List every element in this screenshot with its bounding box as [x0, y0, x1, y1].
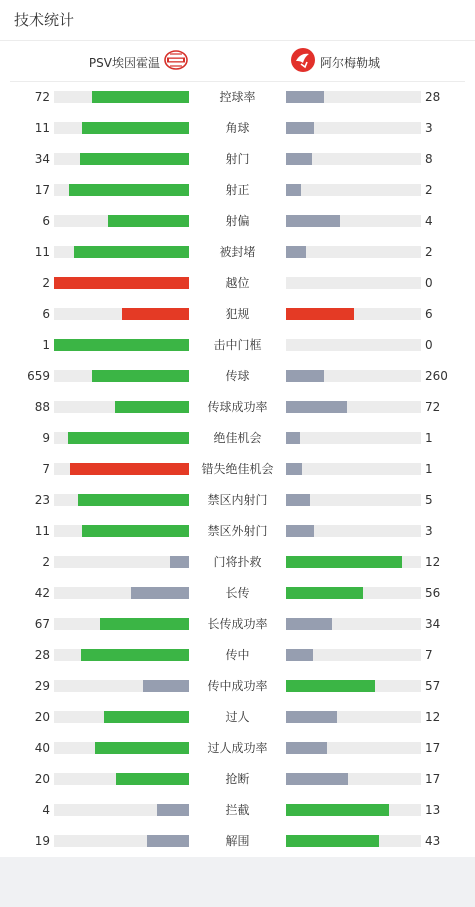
- home-value: 2: [42, 555, 50, 569]
- away-bar-fill: [286, 742, 327, 754]
- stat-label: 射门: [225, 152, 250, 166]
- away-value: 43: [425, 834, 441, 848]
- stat-row: [0, 144, 475, 175]
- away-value: 12: [425, 710, 441, 724]
- psv-logo-icon: [164, 50, 188, 74]
- away-bar-track: [286, 277, 421, 289]
- away-bar-track: [286, 618, 421, 630]
- stat-label: 解围: [225, 834, 250, 848]
- home-bar-fill: [131, 587, 189, 599]
- home-bar-track: [54, 370, 189, 382]
- stat-row: [0, 206, 475, 237]
- away-bar-fill: [286, 618, 332, 630]
- home-bar-fill: [82, 525, 189, 537]
- home-value: 20: [34, 710, 50, 724]
- home-bar-fill: [100, 618, 189, 630]
- away-bar-track: [286, 91, 421, 103]
- away-value: 17: [425, 741, 441, 755]
- home-value: 7: [42, 462, 50, 476]
- home-bar-track: [54, 432, 189, 444]
- home-bar-fill: [54, 277, 189, 289]
- home-bar-track: [54, 680, 189, 692]
- home-value: 659: [27, 369, 50, 383]
- stat-label: 拦截: [225, 803, 250, 817]
- home-bar-track: [54, 835, 189, 847]
- home-team-name: PSV埃因霍温: [88, 55, 160, 70]
- stat-row: [0, 516, 475, 547]
- home-value: 6: [42, 214, 50, 228]
- away-bar-track: [286, 773, 421, 785]
- stat-label: 击中门框: [213, 338, 262, 352]
- home-value: 11: [34, 245, 50, 259]
- stat-row: [0, 454, 475, 485]
- home-value: 4: [42, 803, 50, 817]
- home-bar-track: [54, 773, 189, 785]
- home-bar-track: [54, 525, 189, 537]
- away-bar-fill: [286, 556, 402, 568]
- away-bar-track: [286, 246, 421, 258]
- stat-label: 传球成功率: [207, 400, 268, 414]
- home-bar-fill: [69, 184, 189, 196]
- away-value: 4: [425, 214, 433, 228]
- home-bar-fill: [54, 339, 189, 351]
- away-bar-track: [286, 525, 421, 537]
- home-bar-fill: [95, 742, 190, 754]
- stat-label: 过人成功率: [207, 741, 268, 755]
- home-bar-fill: [74, 246, 189, 258]
- away-value: 0: [425, 338, 433, 352]
- home-bar-fill: [82, 122, 189, 134]
- home-value: 17: [34, 183, 50, 197]
- stat-row: [0, 299, 475, 330]
- stat-label: 长传: [225, 586, 250, 600]
- stat-label: 犯规: [225, 307, 250, 321]
- home-bar-track: [54, 804, 189, 816]
- home-value: 6: [42, 307, 50, 321]
- away-bar-track: [286, 215, 421, 227]
- home-bar-fill: [80, 153, 189, 165]
- stat-label: 角球: [225, 121, 250, 135]
- home-bar-fill: [70, 463, 189, 475]
- home-bar-fill: [92, 370, 189, 382]
- stat-label: 传中: [225, 648, 250, 662]
- stat-row: [0, 764, 475, 795]
- home-bar-track: [54, 184, 189, 196]
- away-value: 8: [425, 152, 433, 166]
- away-bar-fill: [286, 370, 324, 382]
- home-bar-fill: [170, 556, 189, 568]
- away-value: 1: [425, 462, 433, 476]
- stat-row: [0, 795, 475, 826]
- home-bar-fill: [81, 649, 189, 661]
- home-bar-fill: [92, 91, 189, 103]
- stat-row: [0, 82, 475, 113]
- away-bar-track: [286, 463, 421, 475]
- away-bar-track: [286, 587, 421, 599]
- stat-label: 传中成功率: [207, 679, 268, 693]
- home-bar-track: [54, 618, 189, 630]
- stat-row: [0, 113, 475, 144]
- stat-row: [0, 826, 475, 857]
- away-bar-track: [286, 122, 421, 134]
- teams-header: [0, 41, 475, 81]
- away-bar-fill: [286, 525, 314, 537]
- away-value: 28: [425, 90, 441, 104]
- home-bar-fill: [143, 680, 189, 692]
- home-value: 42: [34, 586, 50, 600]
- away-bar-fill: [286, 773, 348, 785]
- home-bar-track: [54, 308, 189, 320]
- almere-logo-icon: [290, 47, 316, 77]
- away-bar-fill: [286, 649, 313, 661]
- away-team-name: 阿尔梅勒城: [320, 55, 381, 70]
- home-bar-track: [54, 277, 189, 289]
- stat-row: [0, 423, 475, 454]
- away-value: 34: [425, 617, 441, 631]
- home-bar-track: [54, 215, 189, 227]
- home-value: 2: [42, 276, 50, 290]
- page-title: 技术统计: [14, 11, 75, 29]
- stat-label: 抢断: [225, 772, 250, 786]
- home-bar-fill: [122, 308, 190, 320]
- home-value: 40: [34, 741, 50, 755]
- home-bar-track: [54, 91, 189, 103]
- home-bar-fill: [116, 773, 189, 785]
- stat-row: [0, 702, 475, 733]
- stat-label: 控球率: [219, 90, 256, 104]
- home-value: 23: [34, 493, 50, 507]
- away-bar-fill: [286, 215, 340, 227]
- stat-label: 禁区外射门: [207, 524, 268, 538]
- home-bar-fill: [108, 215, 189, 227]
- home-value: 9: [42, 431, 50, 445]
- away-bar-fill: [286, 432, 300, 444]
- away-bar-fill: [286, 401, 347, 413]
- away-value: 12: [425, 555, 441, 569]
- away-value: 57: [425, 679, 441, 693]
- home-bar-track: [54, 153, 189, 165]
- away-bar-track: [286, 556, 421, 568]
- away-value: 5: [425, 493, 433, 507]
- away-bar-track: [286, 804, 421, 816]
- home-bar-track: [54, 339, 189, 351]
- away-bar-fill: [286, 91, 324, 103]
- away-value: 2: [425, 245, 433, 259]
- home-bar-track: [54, 556, 189, 568]
- away-value: 3: [425, 524, 433, 538]
- away-bar-track: [286, 153, 421, 165]
- home-bar-track: [54, 742, 189, 754]
- home-value: 19: [34, 834, 50, 848]
- away-value: 7: [425, 648, 433, 662]
- stat-label: 禁区内射门: [207, 493, 268, 507]
- home-bar-fill: [115, 401, 189, 413]
- away-bar-fill: [286, 835, 379, 847]
- stat-row: [0, 268, 475, 299]
- away-value: 1: [425, 431, 433, 445]
- stat-label: 错失绝佳机会: [201, 462, 274, 476]
- stat-row: [0, 609, 475, 640]
- stat-label: 越位: [225, 276, 250, 290]
- away-value: 2: [425, 183, 433, 197]
- home-team[interactable]: [89, 52, 188, 72]
- home-bar-track: [54, 494, 189, 506]
- home-value: 20: [34, 772, 50, 786]
- away-bar-fill: [286, 804, 389, 816]
- away-bar-track: [286, 494, 421, 506]
- stat-label: 长传成功率: [207, 617, 268, 631]
- home-bar-track: [54, 246, 189, 258]
- home-bar-fill: [104, 711, 189, 723]
- away-bar-track: [286, 370, 421, 382]
- home-value: 72: [34, 90, 50, 104]
- home-bar-track: [54, 122, 189, 134]
- home-value: 28: [34, 648, 50, 662]
- home-bar-track: [54, 649, 189, 661]
- stat-row: [0, 547, 475, 578]
- stat-label: 被封堵: [219, 245, 256, 259]
- stat-row: [0, 361, 475, 392]
- home-bar-fill: [157, 804, 189, 816]
- home-bar-fill: [68, 432, 190, 444]
- stat-label: 射正: [225, 183, 250, 197]
- home-value: 1: [42, 338, 50, 352]
- home-bar-fill: [78, 494, 189, 506]
- away-bar-track: [286, 711, 421, 723]
- away-bar-track: [286, 184, 421, 196]
- stat-row: [0, 175, 475, 206]
- home-bar-track: [54, 401, 189, 413]
- away-bar-fill: [286, 246, 306, 258]
- away-value: 56: [425, 586, 441, 600]
- stat-row: [0, 330, 475, 361]
- away-value: 6: [425, 307, 433, 321]
- away-bar-track: [286, 742, 421, 754]
- away-team[interactable]: [290, 49, 380, 75]
- away-bar-fill: [286, 122, 314, 134]
- away-value: 17: [425, 772, 441, 786]
- home-value: 11: [34, 121, 50, 135]
- away-value: 72: [425, 400, 441, 414]
- stat-row: [0, 237, 475, 268]
- home-value: 11: [34, 524, 50, 538]
- stat-label: 门将扑救: [213, 555, 262, 569]
- away-bar-track: [286, 432, 421, 444]
- stat-label: 传球: [225, 369, 250, 383]
- stat-label: 过人: [225, 710, 250, 724]
- away-bar-fill: [286, 587, 363, 599]
- away-bar-fill: [286, 680, 375, 692]
- home-value: 29: [34, 679, 50, 693]
- stat-row: [0, 392, 475, 423]
- stat-label: 绝佳机会: [213, 431, 262, 445]
- stat-row: [0, 640, 475, 671]
- away-bar-fill: [286, 153, 312, 165]
- stat-row: [0, 578, 475, 609]
- away-value: 3: [425, 121, 433, 135]
- away-bar-track: [286, 680, 421, 692]
- home-value: 88: [34, 400, 50, 414]
- stat-row: [0, 733, 475, 764]
- away-bar-track: [286, 835, 421, 847]
- away-bar-track: [286, 401, 421, 413]
- away-bar-fill: [286, 184, 301, 196]
- home-bar-track: [54, 711, 189, 723]
- away-bar-track: [286, 339, 421, 351]
- away-value: 13: [425, 803, 441, 817]
- away-bar-fill: [286, 711, 337, 723]
- home-value: 67: [34, 617, 50, 631]
- away-value: 260: [425, 369, 448, 383]
- away-value: 0: [425, 276, 433, 290]
- home-value: 34: [34, 152, 50, 166]
- away-bar-track: [286, 308, 421, 320]
- stat-label: 射偏: [225, 214, 250, 228]
- home-bar-track: [54, 463, 189, 475]
- stat-row: [0, 671, 475, 702]
- away-bar-fill: [286, 494, 310, 506]
- away-bar-fill: [286, 308, 354, 320]
- home-bar-track: [54, 587, 189, 599]
- home-bar-fill: [147, 835, 189, 847]
- away-bar-fill: [286, 463, 302, 475]
- away-bar-track: [286, 649, 421, 661]
- stat-row: [0, 485, 475, 516]
